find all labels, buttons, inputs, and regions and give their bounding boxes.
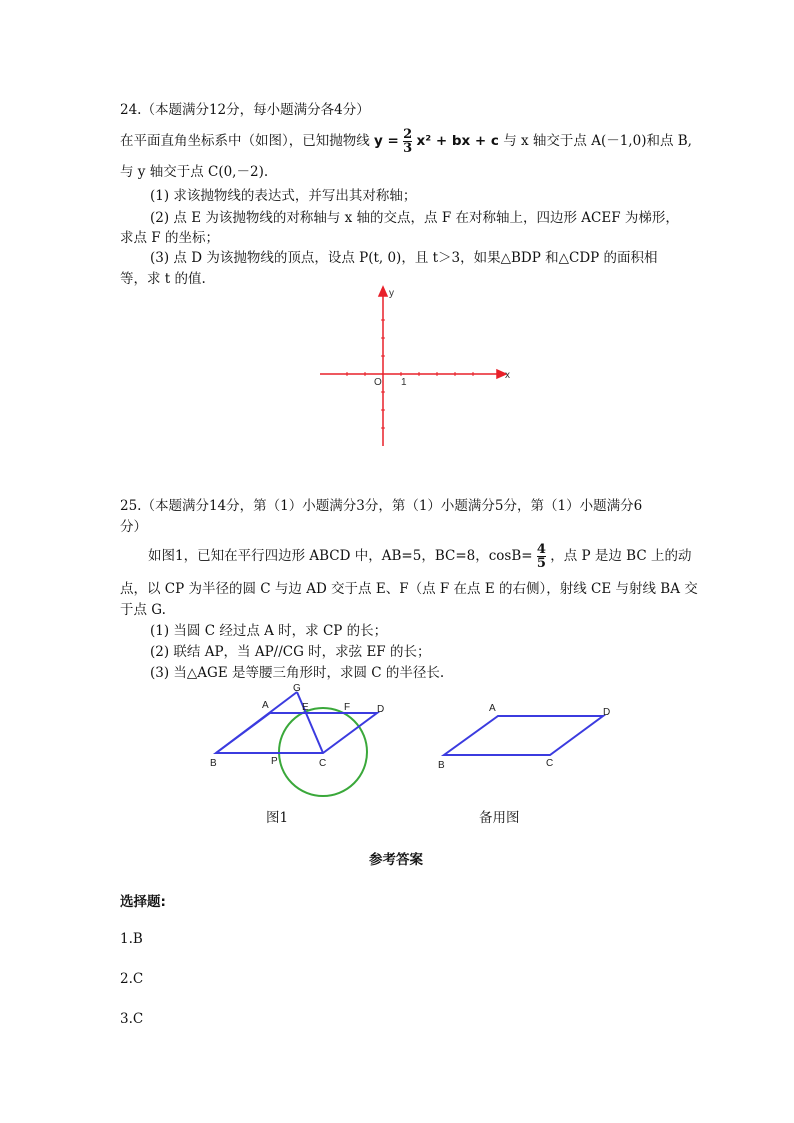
- q24-stem-a: 在平面直角坐标系中（如图），已知抛物线: [120, 133, 370, 149]
- label-g: G: [293, 683, 301, 694]
- figure-1-caption: 图1: [266, 810, 289, 826]
- label-a-2: A: [489, 703, 496, 714]
- answer-item: 3.C: [120, 1011, 144, 1027]
- q24-header: 24.（本题满分12分，每小题满分各4分）: [120, 102, 370, 118]
- label-c-2: C: [546, 758, 554, 769]
- label-d-2: D: [603, 707, 611, 718]
- q24-part2b: 求点 F 的坐标；: [120, 230, 219, 246]
- unit-label: 1: [401, 377, 407, 388]
- formula-numerator: 2: [403, 127, 413, 142]
- label-b-2: B: [438, 760, 445, 771]
- origin-label: O: [374, 377, 382, 388]
- label-f: F: [344, 702, 351, 713]
- figure-2-caption: 备用图: [479, 810, 520, 826]
- q24-stem-b: 与 x 轴交于点 A(－1,0)和点 B,: [503, 133, 692, 149]
- q25-stem-a1: 如图1，已知在平行四边形 ABCD 中，AB=5，BC=8，cosB=: [148, 548, 533, 564]
- q24-stem-line1: [120, 128, 692, 155]
- formula-denominator: 3: [403, 141, 413, 156]
- y-axis-arrow: [379, 287, 387, 296]
- formula-rest: x² + bx + c: [416, 133, 499, 149]
- q25-part2: (2) 联结 AP，当 AP//CG 时，求弦 EF 的长；: [150, 644, 431, 660]
- q25-header-b: 分）: [120, 519, 147, 535]
- q24-stem-c: 与 y 轴交于点 C(0,－2).: [120, 164, 269, 180]
- answers-section: 选择题:: [120, 894, 166, 910]
- q24-part2a: (2) 点 E 为该抛物线的对称轴与 x 轴的交点，点 F 在对称轴上，四边形 ACEF 为梯形，: [150, 210, 679, 226]
- answer-item: 2.C: [120, 971, 144, 987]
- q25-stem-line1: [148, 543, 691, 570]
- answer-item: 1.B: [120, 931, 143, 947]
- q25-part3: (3) 当△AGE 是等腰三角形时，求圆 C 的半径长.: [150, 665, 445, 681]
- coordinate-axes: [316, 284, 516, 450]
- formula-y: y =: [374, 133, 399, 149]
- label-a: A: [262, 700, 269, 711]
- ray-ba: [216, 692, 297, 753]
- q25-stem-a2: ，点 P 是边 BC 上的动: [550, 548, 692, 564]
- q25-part1: (1) 当圆 C 经过点 A 时，求 CP 的长；: [150, 623, 388, 639]
- formula-fraction: [403, 128, 412, 155]
- label-c: C: [319, 758, 327, 769]
- figure-2: [432, 700, 622, 772]
- cos-denominator: 5: [536, 556, 546, 571]
- figure-1: [206, 680, 396, 802]
- label-e: E: [302, 702, 309, 713]
- q25-stem-c: 于点 G.: [120, 602, 166, 618]
- q25-stem-b: 点，以 CP 为半径的圆 C 与边 AD 交于点 E、F（点 F 在点 E 的右侧），射线 CE 与射线 BA 交: [120, 581, 698, 597]
- label-d: D: [377, 704, 385, 715]
- parallelogram-abcd-spare: [444, 716, 603, 755]
- cos-numerator: 4: [536, 542, 546, 557]
- q24-part1: (1) 求该抛物线的表达式，并写出其对称轴；: [150, 188, 417, 204]
- answers-title: 参考答案: [369, 852, 423, 868]
- q24-part3b: 等，求 t 的值.: [120, 271, 206, 287]
- q25-header-a: 25.（本题满分14分，第（1）小题满分3分，第（1）小题满分5分，第（1）小题满分6: [120, 498, 643, 514]
- cos-fraction: [537, 543, 546, 570]
- y-axis-label: y: [389, 288, 394, 299]
- q24-part3a: (3) 点 D 为该抛物线的顶点，设点 P(t, 0)，且 t＞3，如果△BDP 和△CDP 的面积相: [150, 250, 658, 266]
- x-axis-label: x: [505, 370, 510, 381]
- label-p: P: [271, 756, 278, 767]
- ray-ce: [297, 692, 323, 753]
- label-b: B: [210, 758, 217, 769]
